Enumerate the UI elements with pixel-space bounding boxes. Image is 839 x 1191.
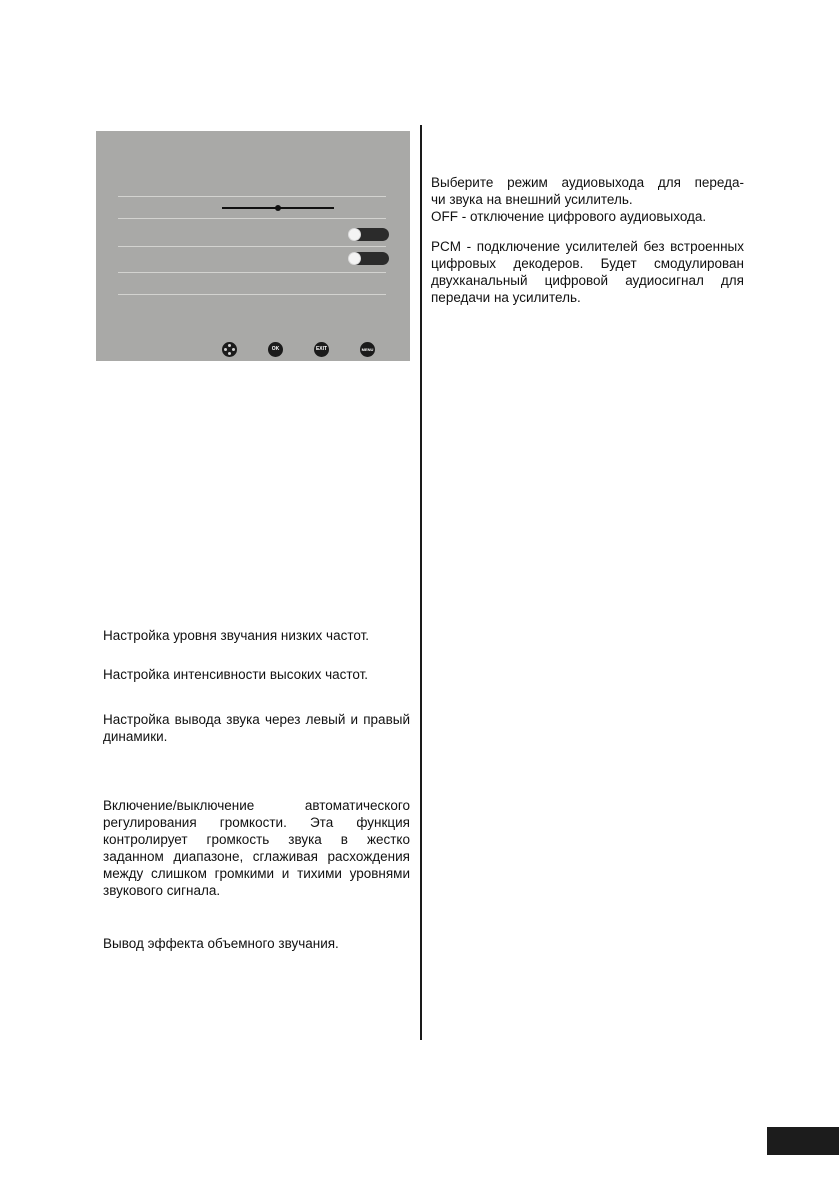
surround-toggle (349, 252, 389, 265)
menu-separator (118, 218, 386, 219)
page-number-tab (767, 1127, 839, 1155)
menu-separator (118, 196, 386, 197)
exit-icon: EXIT (314, 342, 329, 357)
menu-separator (118, 294, 386, 295)
menu-icon: MENU (360, 342, 375, 357)
balance-slider (222, 207, 334, 209)
balance-slider-knob (275, 205, 281, 211)
spdif-off-description: OFF - отключение цифрового аудиовыхода. (431, 209, 707, 224)
avl-description: регулирования громкости. Эта функция контролирует громкость звука в жестко заданном диапазоне, сглаживая расхождения между слишком громкими и тихими уровнями звукового сигнала. (103, 815, 410, 898)
spdif-description-line1: Выберите режим аудиовыхода для переда- (431, 175, 744, 190)
avl-toggle-knob (348, 228, 361, 241)
column-divider (420, 125, 422, 1040)
ok-icon: OK (268, 342, 283, 357)
avl-description-line1: Включение/выключение автоматического (103, 798, 410, 813)
treble-description: Настройка интенсивности высоких частот. (103, 667, 369, 682)
surround-toggle-knob (348, 252, 361, 265)
spdif-description-line2: чи звука на внешний усилитель. (431, 192, 633, 207)
bass-description: Настройка уровня звучания низких частот. (103, 628, 370, 643)
spdif-pcm-description: PCM - подключение усилителей без встроенных цифровых декодеров. Будет смодулирован двухканальный цифровой аудиосигнал для передачи на усилитель. (431, 239, 744, 305)
tv-menu-screenshot (96, 131, 410, 361)
navigate-icon (222, 342, 237, 357)
avl-toggle (349, 228, 389, 241)
surround-description: Вывод эффекта объемного звучания. (103, 936, 339, 951)
balance-description: Настройка вывода звука через левый и правый динамики. (103, 712, 410, 744)
menu-separator (118, 272, 386, 273)
menu-separator (118, 246, 386, 247)
